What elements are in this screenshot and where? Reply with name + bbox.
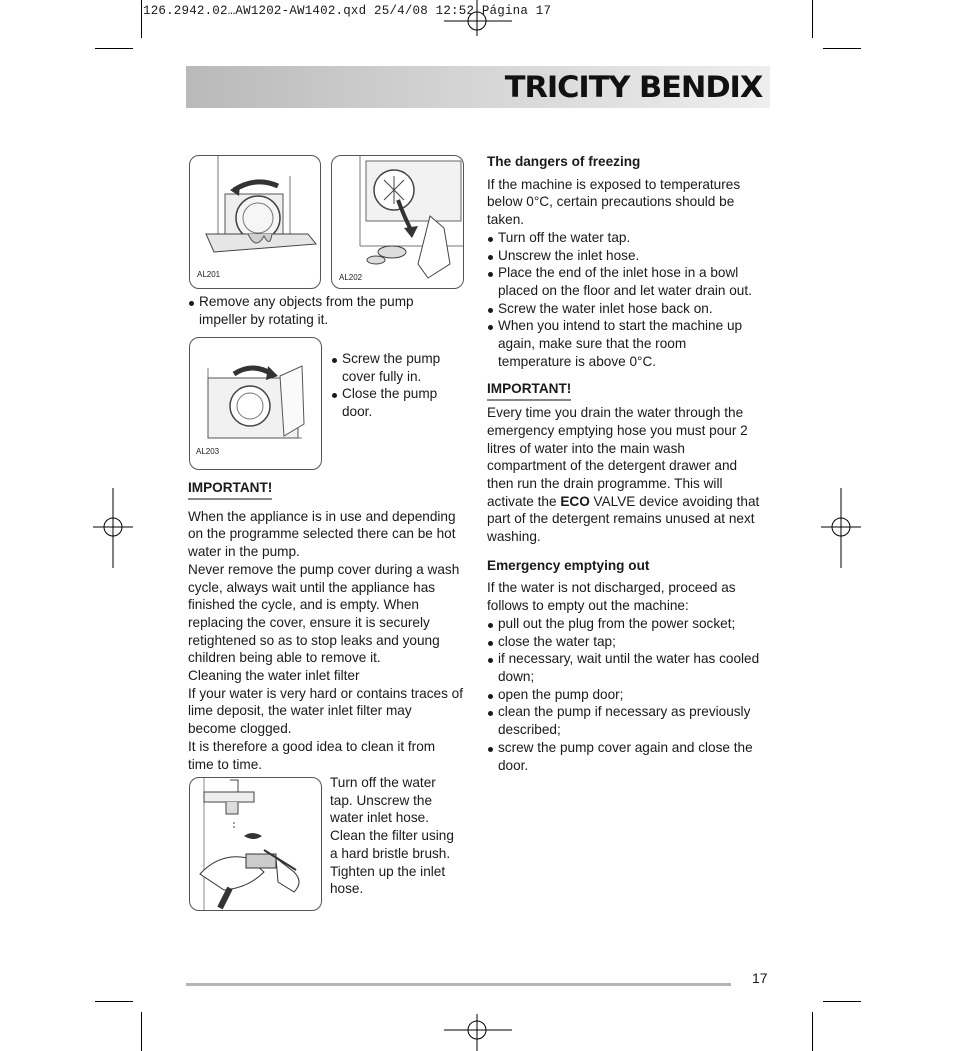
list-item: open the pump door; (487, 686, 763, 704)
list-item: close the water tap; (487, 633, 763, 651)
impeller-instructions (188, 293, 463, 328)
paragraph: Cleaning the water inlet filter (188, 668, 360, 684)
pump-impeller-illustration (190, 156, 320, 288)
paragraph: It is therefore a good idea to clean it from time to time. (188, 738, 436, 772)
figure-label: AL201 (197, 270, 221, 279)
list-item: clean the pump if necessary as previously described; (487, 703, 763, 738)
figure-inlet-filter (189, 777, 322, 911)
list-item: Turn off the water tap. (487, 229, 763, 247)
pump-cover-instructions (331, 350, 461, 421)
brand-logo: TRICITY BENDIX (504, 70, 762, 104)
freezing-intro: If the machine is exposed to temperatures below 0°C, certain precautions should be taken. (487, 176, 741, 228)
crop-mark (823, 48, 861, 49)
important-heading: IMPORTANT! (487, 380, 571, 401)
list-item: pull out the plug from the power socket; (487, 615, 763, 633)
crop-mark (141, 1012, 142, 1051)
freezing-heading: The dangers of freezing (487, 154, 641, 169)
list-item: Screw the pump cover fully in. (331, 350, 461, 385)
paragraph: If your water is very hard or contains traces of lime deposit, the water inlet filter may become clogged. (188, 685, 464, 737)
list-item: screw the pump cover again and close the door. (487, 739, 763, 774)
list-item: Close the pump door. (331, 385, 461, 420)
list-item: Unscrew the inlet hose. (487, 247, 763, 265)
filter-instructions: Turn off the water tap. Unscrew the water inlet hose. Clean the filter using a hard bristle brush. Tighten up the inlet hose. (330, 775, 454, 897)
crop-mark (141, 0, 142, 38)
header-banner (186, 66, 770, 108)
list-item: Place the end of the inlet hose in a bowl placed on the floor and let water drain out. (487, 264, 763, 299)
crop-mark (95, 48, 133, 49)
crop-mark (812, 1012, 813, 1051)
emergency-list (487, 615, 763, 774)
important-heading: IMPORTANT! (188, 479, 272, 500)
figure-al203 (189, 337, 322, 470)
registration-mark-left (93, 488, 133, 568)
pump-cover-removal-illustration (332, 156, 463, 288)
list-item: When you intend to start the machine up again, make sure that the room temperature is above 0°C. (487, 317, 763, 370)
figure-al201 (189, 155, 321, 289)
right-column (487, 153, 763, 774)
list-item: Remove any objects from the pump impeller by rotating it. (188, 293, 463, 328)
eco-label: ECO (560, 493, 590, 509)
inlet-filter-cleaning-illustration (190, 778, 321, 910)
important-text: Every time you drain the water through the emergency emptying hose you must pour 2 litres of water into the main wash compartment of the detergent drawer and then run the drain programme. This will activate the ECO VALVE device avoiding that part of the detergent remains unused at next washing. (487, 405, 760, 545)
crop-mark (823, 1001, 861, 1002)
footer-rule (186, 983, 731, 986)
list-item: Screw the water inlet hose back on. (487, 300, 763, 318)
print-slug: 126.2942.02…AW1202-AW1402.qxd 25/4/08 12:52 Página 17 (143, 4, 552, 18)
crop-mark (812, 0, 813, 38)
crop-mark (95, 1001, 133, 1002)
page-number: 17 (752, 970, 768, 986)
figure-label: AL203 (196, 447, 220, 456)
figure-al202 (331, 155, 464, 289)
list-item: if necessary, wait until the water has cooled down; (487, 650, 763, 685)
figure-label: AL202 (339, 273, 363, 282)
registration-mark-bottom (444, 1010, 512, 1051)
left-important-section (188, 479, 463, 773)
freezing-list (487, 229, 763, 371)
emergency-intro: If the water is not discharged, proceed as follows to empty out the machine: (487, 580, 736, 614)
registration-mark-right (821, 488, 861, 568)
paragraph: Never remove the pump cover during a wash cycle, always wait until the appliance has finished the cycle, and is empty. When replacing the cover, ensure it is securely retightened so as to stop leaks and young children being able to remove it. (188, 561, 460, 666)
emergency-heading: Emergency emptying out (487, 557, 650, 573)
paragraph: When the appliance is in use and depending on the programme selected there can be hot water in the pump. (188, 508, 456, 560)
